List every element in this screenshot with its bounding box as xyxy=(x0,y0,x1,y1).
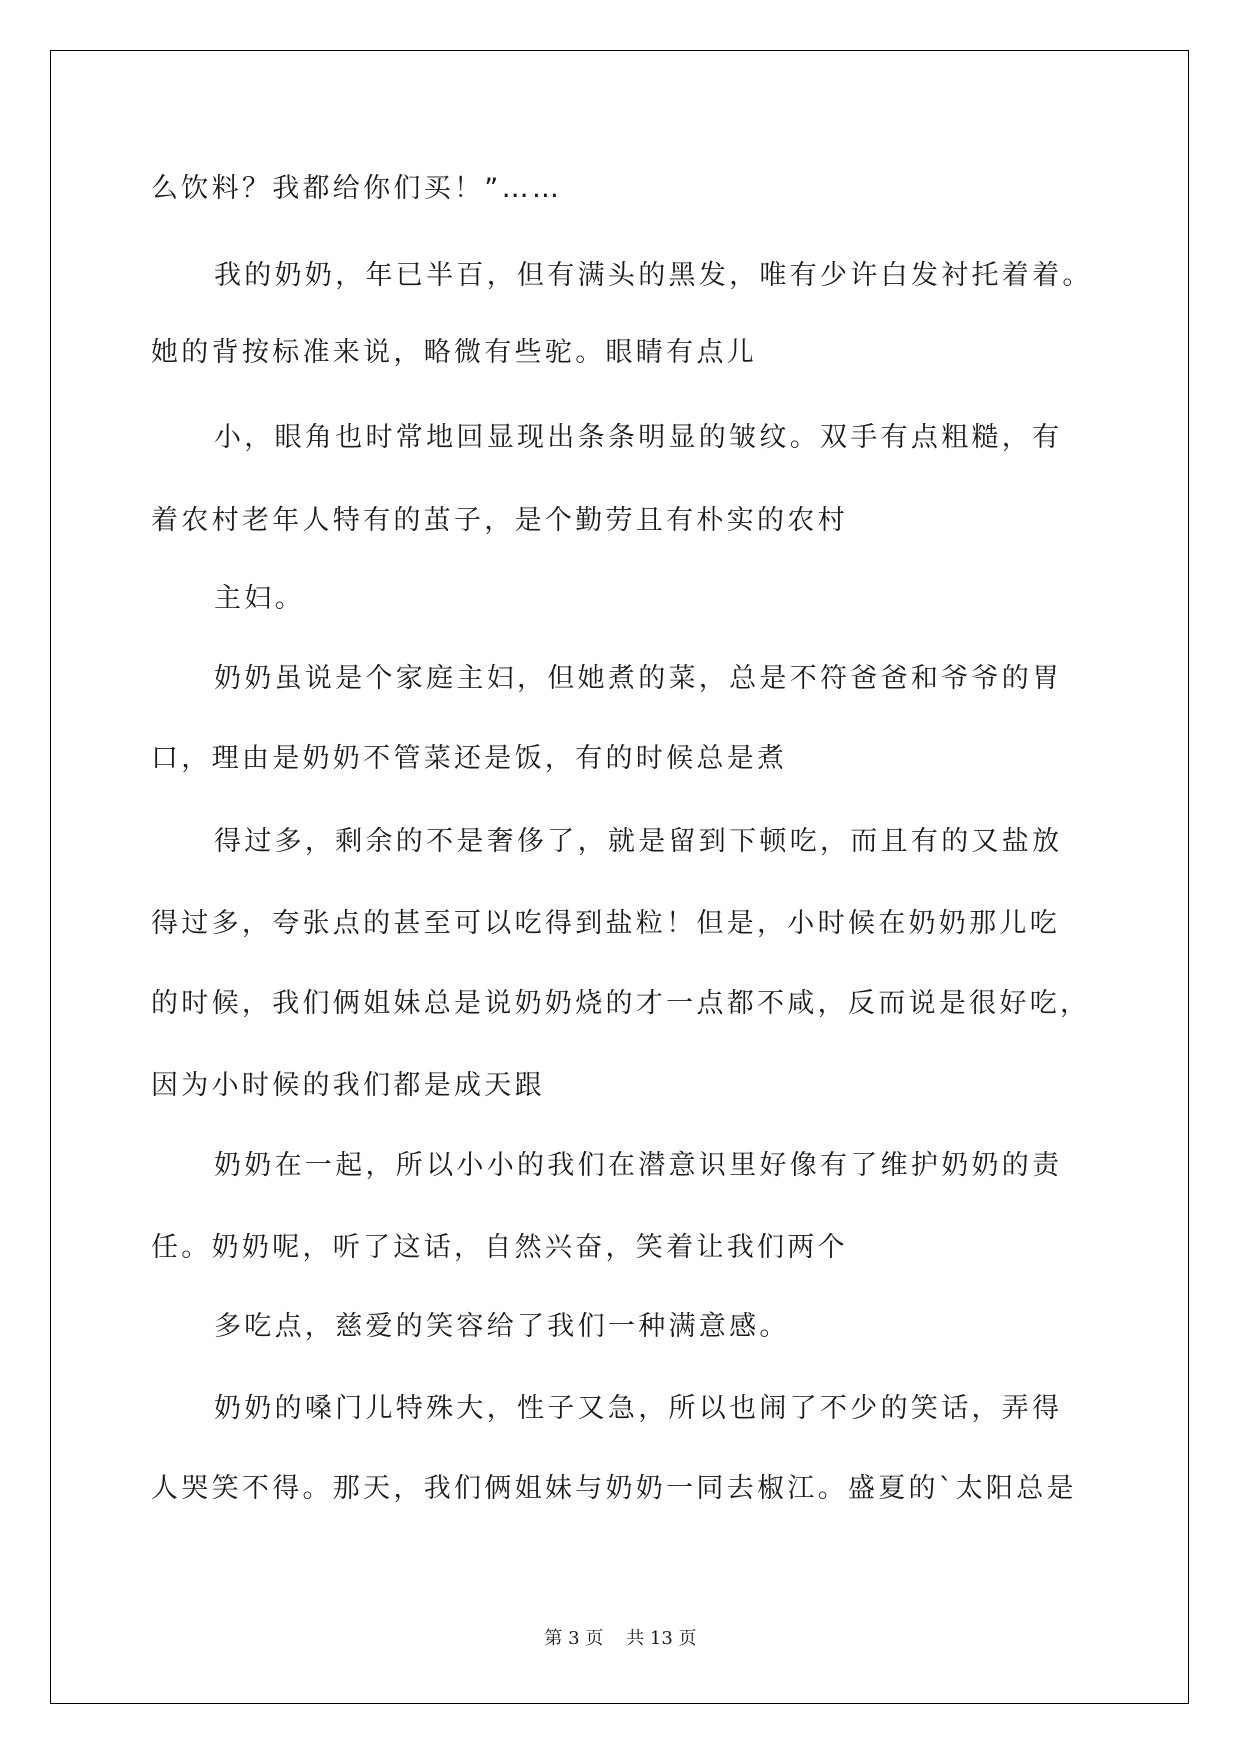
text-line-5: 着农村老年人特有的茧子，是个勤劳且有朴实的农村 xyxy=(151,505,848,536)
text-line-2: 我的奶奶，年已半百，但有满头的黑发，唯有少许白发衬托着着。 xyxy=(214,260,1093,291)
text-line-11: 的时候，我们俩姐妹总是说奶奶烧的才一点都不咸，反而说是很好吃， xyxy=(151,988,1091,1019)
text-line-6: 主妇。 xyxy=(214,583,305,614)
text-line-8: 口，理由是奶奶不管菜还是饭，有的时候总是煮 xyxy=(151,743,788,774)
text-line-13: 奶奶在一起，所以小小的我们在潜意识里好像有了维护奶奶的责 xyxy=(214,1150,1063,1181)
page-border xyxy=(50,50,1189,1704)
text-line-3: 她的背按标准来说，略微有些驼。眼睛有点儿 xyxy=(151,337,757,368)
text-line-1: 么饮料？我都给你们买！”…… xyxy=(151,173,563,204)
text-line-12: 因为小时候的我们都是成天跟 xyxy=(151,1070,545,1101)
text-line-17: 人哭笑不得。那天，我们俩姐妹与奶奶一同去椒江。盛夏的`太阳总是 xyxy=(151,1473,1077,1504)
page-number-footer: 第 3 页 共 13 页 xyxy=(544,1628,697,1649)
text-line-10: 得过多，夸张点的甚至可以吃得到盐粒！但是，小时候在奶奶那儿吃 xyxy=(151,908,1060,939)
text-line-14: 任。奶奶呢，听了这话，自然兴奋，笑着让我们两个 xyxy=(151,1232,848,1263)
text-line-16: 奶奶的嗓门儿特殊大，性子又急，所以也闹了不少的笑话，弄得 xyxy=(214,1393,1063,1424)
text-line-7: 奶奶虽说是个家庭主妇，但她煮的菜，总是不符爸爸和爷爷的胃 xyxy=(214,663,1063,694)
text-line-15: 多吃点，慈爱的笑容给了我们一种满意感。 xyxy=(214,1311,790,1342)
text-line-9: 得过多，剩余的不是奢侈了，就是留到下顿吃，而且有的又盐放 xyxy=(214,826,1063,857)
text-line-4: 小，眼角也时常地回显现出条条明显的皱纹。双手有点粗糙，有 xyxy=(214,422,1063,453)
